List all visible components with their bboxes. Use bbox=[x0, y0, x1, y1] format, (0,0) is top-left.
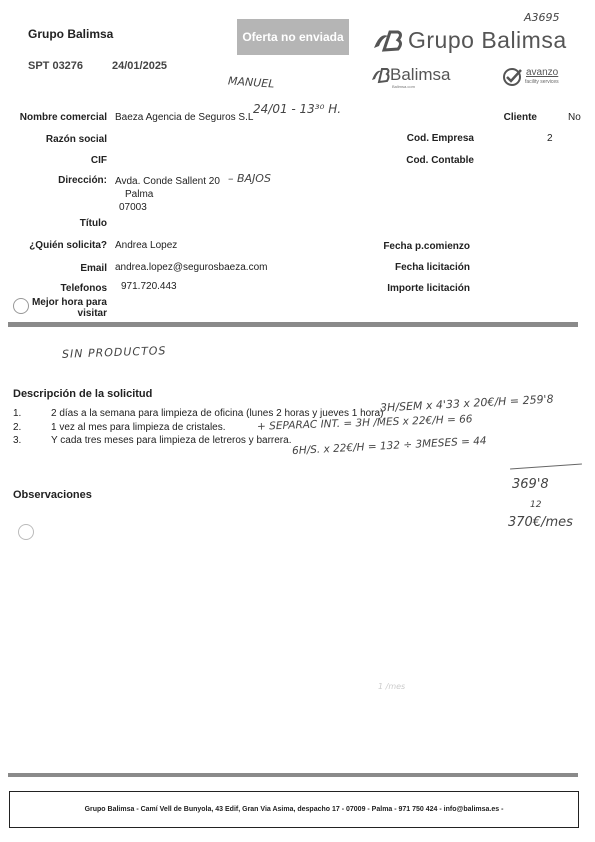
handwritten-total: 369'8 bbox=[512, 477, 549, 492]
label-titulo: Título bbox=[79, 218, 107, 229]
handwritten-ref: A3695 bbox=[524, 11, 560, 24]
avanzo-tag: facility services bbox=[525, 79, 559, 85]
descripcion-item-3: Y cada tres meses para limpieza de letreros y barrera. bbox=[51, 435, 292, 446]
handwritten-products: SIN PRODUCTOS bbox=[61, 344, 167, 361]
label-cod-contable: Cod. Contable bbox=[406, 155, 474, 166]
label-mejor-hora bbox=[0, 297, 107, 319]
label-razon-social: Razón social bbox=[45, 134, 107, 145]
handwritten-datetime: 24/01 - 13³⁰ H. bbox=[253, 102, 342, 116]
request-date: 24/01/2025 bbox=[112, 60, 168, 72]
logo-sub-text: Balimsa bbox=[390, 65, 451, 84]
balimsa-small-logo-icon bbox=[370, 66, 390, 84]
status-badge: Oferta no enviada bbox=[237, 19, 349, 55]
value-quien-solicita: Andrea Lopez bbox=[115, 240, 178, 251]
label-quien-solicita: ¿Quién solicita? bbox=[29, 240, 107, 251]
value-direccion-line3: 07003 bbox=[119, 202, 147, 213]
section-divider bbox=[8, 322, 578, 327]
value-telefonos: 971.720.443 bbox=[121, 281, 177, 292]
footer-box bbox=[9, 791, 579, 828]
handwritten-calc-line3: 6H/S. x 22€/H = 132 ÷ 3MESES = 44 bbox=[291, 434, 487, 458]
footer-text: Grupo Balimsa - Camí Vell de Bunyola, 43 Edif, Gran Via Asima, despacho 17 - 07009 - Palma - 971 750 424 - info@balimsa.es - bbox=[84, 806, 504, 813]
label-fecha-comienzo: Fecha p.comienzo bbox=[383, 241, 470, 252]
value-direccion-line2: Palma bbox=[125, 189, 154, 200]
label-fecha-licitacion: Fecha licitación bbox=[394, 262, 470, 273]
handwritten-underline bbox=[510, 463, 582, 469]
handwritten-calc-line2: + SEPARAC INT. = 3H /MES x 22€/H = 66 bbox=[256, 413, 473, 433]
balimsa-logo-icon bbox=[370, 28, 404, 54]
observaciones-title: Observaciones bbox=[13, 489, 92, 501]
handwritten-calc-line1: 3H/SEM x 4'33 x 20€/H = 259'8 bbox=[379, 392, 554, 415]
descripcion-item-2: 1 vez al mes para limpieza de cristales. bbox=[51, 422, 226, 433]
descripcion-item-1: 2 días a la semana para limpieza de oficina (lunes 2 horas y jueves 1 hora) bbox=[51, 408, 384, 419]
handwritten-address-note: – BAJOS bbox=[228, 172, 271, 185]
logo-sub-tag: Balimsa.com bbox=[392, 84, 415, 89]
request-code: SPT 03276 bbox=[28, 60, 84, 72]
label-cif: CIF bbox=[90, 155, 107, 166]
faint-mark: 1 /mes bbox=[378, 682, 406, 691]
label-direccion: Dirección: bbox=[58, 175, 107, 186]
descripcion-item-num-3: 3. bbox=[13, 435, 22, 446]
observaciones-radio[interactable] bbox=[18, 524, 34, 540]
label-mejor-hora-line2: visitar bbox=[77, 308, 107, 319]
handwritten-name: MANUEL bbox=[227, 74, 275, 91]
logo-main-text: Grupo Balimsa bbox=[408, 27, 567, 53]
descripcion-item-num-1: 1. bbox=[13, 408, 22, 419]
descripcion-title: Descripción de la solicitud bbox=[13, 388, 153, 400]
label-email: Email bbox=[80, 263, 107, 274]
label-mejor-hora-line1: Mejor hora para bbox=[31, 297, 107, 308]
label-cod-empresa: Cod. Empresa bbox=[406, 133, 474, 144]
company-name: Grupo Balimsa bbox=[28, 27, 114, 41]
value-direccion-line1: Avda. Conde Sallent 20 bbox=[115, 176, 220, 187]
label-nombre-comercial: Nombre comercial bbox=[19, 112, 107, 123]
label-telefonos: Telefonos bbox=[60, 283, 107, 294]
value-cliente: No bbox=[568, 112, 581, 123]
handwritten-monthly: 370€/mes bbox=[508, 515, 573, 530]
label-cliente: Cliente bbox=[503, 112, 537, 123]
value-nombre-comercial: Baeza Agencia de Seguros S.L bbox=[115, 112, 254, 123]
value-email[interactable]: andrea.lopez@segurosbaeza.com bbox=[115, 262, 268, 273]
bottom-divider bbox=[8, 773, 578, 777]
label-importe-licitacion: Importe licitación bbox=[387, 283, 470, 294]
descripcion-item-num-2: 2. bbox=[13, 422, 22, 433]
avanzo-check-icon bbox=[503, 68, 523, 86]
avanzo-text: avanzo bbox=[526, 67, 559, 78]
handwritten-total-sub: 12 bbox=[530, 500, 542, 510]
value-cod-empresa: 2 bbox=[547, 133, 553, 144]
